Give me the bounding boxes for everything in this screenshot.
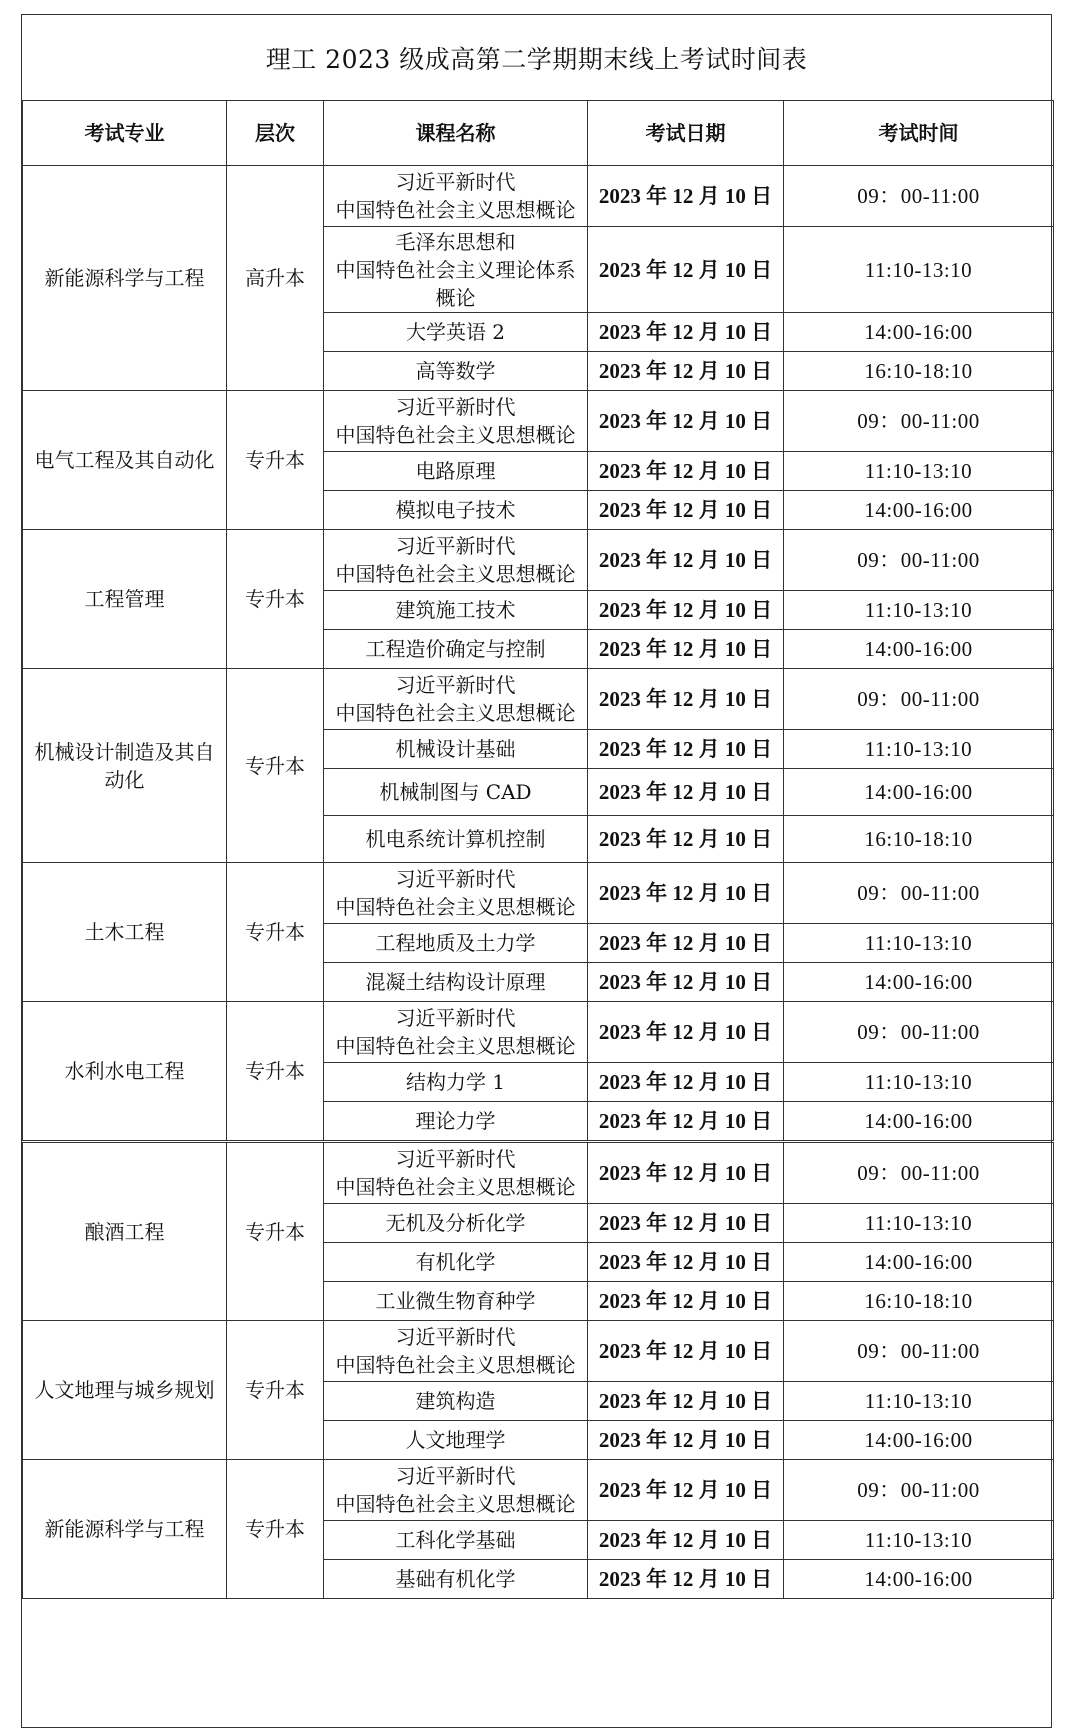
header-course: 课程名称 — [324, 101, 588, 166]
time-cell: 11:10-13:10 — [784, 1521, 1054, 1560]
date-cell: 2023 年 12 月 10 日 — [588, 352, 784, 391]
course-cell: 有机化学 — [324, 1243, 588, 1282]
table-row — [23, 166, 1054, 227]
table-row — [23, 1002, 1054, 1063]
time-cell: 09：00-11:00 — [784, 391, 1054, 452]
time-cell: 14:00-16:00 — [784, 491, 1054, 530]
course-cell: 理论力学 — [324, 1102, 588, 1142]
date-cell: 2023 年 12 月 10 日 — [588, 1321, 784, 1382]
time-cell: 09：00-11:00 — [784, 1002, 1054, 1063]
header-date: 考试日期 — [588, 101, 784, 166]
date-cell: 2023 年 12 月 10 日 — [588, 166, 784, 227]
time-cell: 09：00-11:00 — [784, 1460, 1054, 1521]
major-cell: 机械设计制造及其自动化 — [23, 669, 227, 863]
table-row — [23, 1460, 1054, 1521]
date-cell: 2023 年 12 月 10 日 — [588, 1204, 784, 1243]
time-cell: 11:10-13:10 — [784, 730, 1054, 769]
time-cell: 14:00-16:00 — [784, 1421, 1054, 1460]
level-cell: 专升本 — [227, 1142, 324, 1321]
major-cell: 酿酒工程 — [23, 1142, 227, 1321]
course-cell: 机械制图与 CAD — [324, 769, 588, 816]
page-title: 理工 2023 级成高第二学期期末线上考试时间表 — [22, 14, 1051, 100]
date-cell: 2023 年 12 月 10 日 — [588, 227, 784, 313]
date-cell: 2023 年 12 月 10 日 — [588, 1382, 784, 1421]
course-cell: 习近平新时代 中国特色社会主义思想概论 — [324, 669, 588, 730]
level-cell: 专升本 — [227, 1321, 324, 1460]
major-cell: 人文地理与城乡规划 — [23, 1321, 227, 1460]
course-cell: 建筑构造 — [324, 1382, 588, 1421]
date-cell: 2023 年 12 月 10 日 — [588, 1282, 784, 1321]
date-cell: 2023 年 12 月 10 日 — [588, 769, 784, 816]
time-cell: 11:10-13:10 — [784, 1063, 1054, 1102]
course-cell: 无机及分析化学 — [324, 1204, 588, 1243]
table-row — [23, 391, 1054, 452]
level-cell: 高升本 — [227, 166, 324, 391]
level-cell: 专升本 — [227, 391, 324, 530]
date-cell: 2023 年 12 月 10 日 — [588, 816, 784, 863]
date-cell: 2023 年 12 月 10 日 — [588, 452, 784, 491]
course-cell: 工科化学基础 — [324, 1521, 588, 1560]
major-cell: 电气工程及其自动化 — [23, 391, 227, 530]
major-cell: 土木工程 — [23, 863, 227, 1002]
time-cell: 09：00-11:00 — [784, 530, 1054, 591]
course-cell: 工业微生物育种学 — [324, 1282, 588, 1321]
course-cell: 习近平新时代 中国特色社会主义思想概论 — [324, 1321, 588, 1382]
time-cell: 14:00-16:00 — [784, 963, 1054, 1002]
time-cell: 16:10-18:10 — [784, 352, 1054, 391]
course-cell: 基础有机化学 — [324, 1560, 588, 1599]
date-cell: 2023 年 12 月 10 日 — [588, 491, 784, 530]
time-cell: 14:00-16:00 — [784, 1243, 1054, 1282]
course-cell: 高等数学 — [324, 352, 588, 391]
header-level: 层次 — [227, 101, 324, 166]
exam-schedule-table — [22, 100, 1054, 1599]
schedule-body — [23, 166, 1054, 1599]
time-cell: 09：00-11:00 — [784, 1142, 1054, 1204]
time-cell: 09：00-11:00 — [784, 166, 1054, 227]
course-cell: 习近平新时代 中国特色社会主义思想概论 — [324, 1142, 588, 1204]
time-cell: 14:00-16:00 — [784, 1102, 1054, 1142]
level-cell: 专升本 — [227, 1460, 324, 1599]
level-cell: 专升本 — [227, 863, 324, 1002]
date-cell: 2023 年 12 月 10 日 — [588, 1102, 784, 1142]
course-cell: 建筑施工技术 — [324, 591, 588, 630]
course-cell: 混凝土结构设计原理 — [324, 963, 588, 1002]
course-cell: 模拟电子技术 — [324, 491, 588, 530]
date-cell: 2023 年 12 月 10 日 — [588, 730, 784, 769]
course-cell: 电路原理 — [324, 452, 588, 491]
date-cell: 2023 年 12 月 10 日 — [588, 924, 784, 963]
date-cell: 2023 年 12 月 10 日 — [588, 669, 784, 730]
time-cell: 11:10-13:10 — [784, 1382, 1054, 1421]
time-cell: 11:10-13:10 — [784, 591, 1054, 630]
time-cell: 11:10-13:10 — [784, 227, 1054, 313]
header-time: 考试时间 — [784, 101, 1054, 166]
time-cell: 14:00-16:00 — [784, 769, 1054, 816]
date-cell: 2023 年 12 月 10 日 — [588, 313, 784, 352]
date-cell: 2023 年 12 月 10 日 — [588, 1460, 784, 1521]
date-cell: 2023 年 12 月 10 日 — [588, 630, 784, 669]
course-cell: 机械设计基础 — [324, 730, 588, 769]
course-cell: 习近平新时代 中国特色社会主义思想概论 — [324, 166, 588, 227]
date-cell: 2023 年 12 月 10 日 — [588, 1002, 784, 1063]
course-cell: 习近平新时代 中国特色社会主义思想概论 — [324, 1002, 588, 1063]
date-cell: 2023 年 12 月 10 日 — [588, 1421, 784, 1460]
major-cell: 新能源科学与工程 — [23, 1460, 227, 1599]
course-cell: 大学英语 2 — [324, 313, 588, 352]
time-cell: 11:10-13:10 — [784, 924, 1054, 963]
date-cell: 2023 年 12 月 10 日 — [588, 863, 784, 924]
date-cell: 2023 年 12 月 10 日 — [588, 530, 784, 591]
date-cell: 2023 年 12 月 10 日 — [588, 591, 784, 630]
table-row — [23, 1142, 1054, 1204]
time-cell: 14:00-16:00 — [784, 1560, 1054, 1599]
course-cell: 习近平新时代 中国特色社会主义思想概论 — [324, 863, 588, 924]
date-cell: 2023 年 12 月 10 日 — [588, 391, 784, 452]
course-cell: 结构力学 1 — [324, 1063, 588, 1102]
major-cell: 工程管理 — [23, 530, 227, 669]
time-cell: 14:00-16:00 — [784, 630, 1054, 669]
course-cell: 机电系统计算机控制 — [324, 816, 588, 863]
table-row — [23, 669, 1054, 730]
date-cell: 2023 年 12 月 10 日 — [588, 1521, 784, 1560]
course-cell: 工程造价确定与控制 — [324, 630, 588, 669]
date-cell: 2023 年 12 月 10 日 — [588, 1243, 784, 1282]
level-cell: 专升本 — [227, 1002, 324, 1142]
time-cell: 09：00-11:00 — [784, 1321, 1054, 1382]
time-cell: 14:00-16:00 — [784, 313, 1054, 352]
course-cell: 习近平新时代 中国特色社会主义思想概论 — [324, 1460, 588, 1521]
time-cell: 11:10-13:10 — [784, 1204, 1054, 1243]
time-cell: 11:10-13:10 — [784, 452, 1054, 491]
time-cell: 16:10-18:10 — [784, 816, 1054, 863]
level-cell: 专升本 — [227, 669, 324, 863]
major-cell: 新能源科学与工程 — [23, 166, 227, 391]
table-row — [23, 1321, 1054, 1382]
course-cell: 毛泽东思想和 中国特色社会主义理论体系 概论 — [324, 227, 588, 313]
exam-schedule-sheet — [21, 14, 1052, 1728]
course-cell: 工程地质及土力学 — [324, 924, 588, 963]
date-cell: 2023 年 12 月 10 日 — [588, 1560, 784, 1599]
course-cell: 人文地理学 — [324, 1421, 588, 1460]
course-cell: 习近平新时代 中国特色社会主义思想概论 — [324, 391, 588, 452]
time-cell: 09：00-11:00 — [784, 863, 1054, 924]
header-major: 考试专业 — [23, 101, 227, 166]
date-cell: 2023 年 12 月 10 日 — [588, 1063, 784, 1102]
course-cell: 习近平新时代 中国特色社会主义思想概论 — [324, 530, 588, 591]
date-cell: 2023 年 12 月 10 日 — [588, 963, 784, 1002]
level-cell: 专升本 — [227, 530, 324, 669]
time-cell: 16:10-18:10 — [784, 1282, 1054, 1321]
table-row — [23, 530, 1054, 591]
time-cell: 09：00-11:00 — [784, 669, 1054, 730]
table-row — [23, 863, 1054, 924]
major-cell: 水利水电工程 — [23, 1002, 227, 1142]
date-cell: 2023 年 12 月 10 日 — [588, 1142, 784, 1204]
